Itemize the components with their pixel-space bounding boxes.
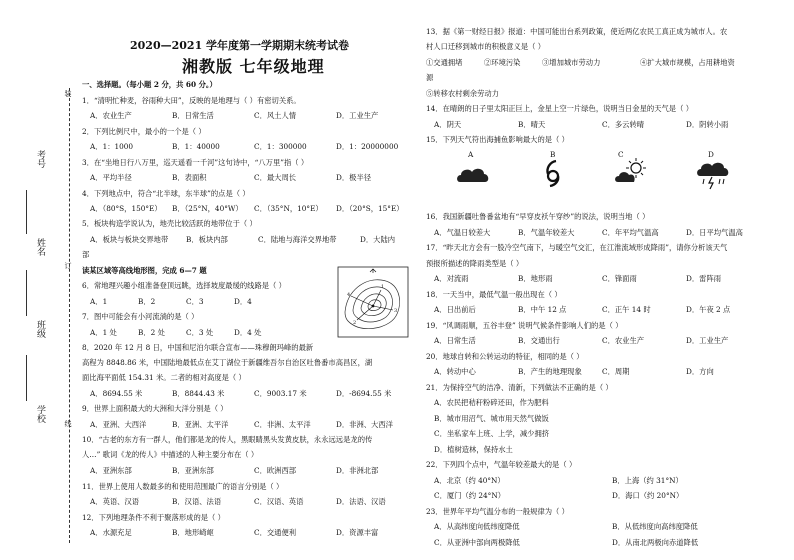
option: B．中午 12 点 xyxy=(518,305,567,314)
question-16: 16．我国新疆吐鲁番盆地有“早穿皮袄午穿纱”的说法，说明当地（ ） xyxy=(426,212,650,221)
option: B．板块内部 xyxy=(186,235,228,244)
option: D．1：20000000 xyxy=(336,142,399,151)
question-7-options xyxy=(90,328,261,337)
question-4-options xyxy=(90,204,404,213)
option: A．亚洲东部 xyxy=(90,466,132,475)
option: D．-8694.55 米 xyxy=(336,389,392,398)
option: A．亚洲、大西洋 xyxy=(90,420,147,429)
question-6: 6．常地理兴趣小组准备登顶远眺，选择坡度最缓的线路是（ ） xyxy=(82,281,286,290)
question-9: 9．世界上面积最大的大洲和大洋分别是（ ） xyxy=(82,404,228,413)
map-intro: 读某区域等高线地形图，完成 6—7 题 xyxy=(82,266,207,275)
option: B．日常生活 xyxy=(172,111,214,120)
option: D．资源丰富 xyxy=(336,528,379,537)
question-1-options xyxy=(90,111,378,120)
question-3: 3．在“坐地日行八万里，巡天遥看一千河”这句诗中，“八万里”指（ ） xyxy=(82,158,309,167)
mark-bind: 装 xyxy=(64,90,72,97)
question-18: 18．一天当中，最低气温一般出现在（ ） xyxy=(426,290,562,299)
option: B．地形崎岖 xyxy=(172,528,214,537)
question-5: 5．板块构造学说认为，地壳比较活跃的地带位于（ ） xyxy=(82,219,257,228)
option: C．非洲、太平洋 xyxy=(254,420,311,429)
question-17-line-1: 17．“昨天北方会有一股冷空气南下，与暖空气交汇，在江淮流域形成降雨”，请你分析该天气 xyxy=(426,243,728,252)
question-22-options-row-1 xyxy=(434,476,683,485)
question-13-tail-1: 源 xyxy=(426,73,434,82)
option: B．1：40000 xyxy=(172,142,220,151)
question-22: 22．下列四个点中，气温年较差最大的是（ ） xyxy=(426,460,577,469)
option: A．农民把秸秆粉碎还田，作为肥料 xyxy=(434,398,549,407)
mark-line: 线 xyxy=(64,420,72,427)
question-6-options xyxy=(90,297,252,306)
question-3-options xyxy=(90,173,371,182)
question-4: 4．下列地点中，符合“北半球，东半球”的点是（ ） xyxy=(82,189,250,198)
option: A．水源充足 xyxy=(90,528,132,537)
question-2: 2．下列比例尺中，最小的一个是（ ） xyxy=(82,127,206,136)
question-14-options xyxy=(434,120,728,129)
question-19-options xyxy=(434,336,728,345)
question-5-options xyxy=(90,235,395,244)
option: C．正午 14 时 xyxy=(602,305,651,314)
option: D．海口（约 20°N） xyxy=(612,491,684,500)
question-2-options xyxy=(90,142,398,151)
option: B．交通出行 xyxy=(518,336,560,345)
option: ②环境污染 xyxy=(484,58,521,67)
icon-letter: B xyxy=(550,150,556,159)
option: A．日出前后 xyxy=(434,305,476,314)
svg-text:2: 2 xyxy=(353,320,357,326)
question-21: 21．为保持空气的洁净、清新，下列做法不正确的是（ ） xyxy=(426,383,613,392)
label-exam-number: 考号 xyxy=(35,150,45,168)
name-blank-line xyxy=(26,190,27,234)
label-class: 班级 xyxy=(35,320,45,338)
question-13-line-1: 13．据《第一财经日报》报道：中国可能出台系列政策，使近两亿农民工真正成为城市人。农 xyxy=(426,27,728,36)
option: A．转动中心 xyxy=(434,367,476,376)
question-10-line-2: 人…” 歌词《龙的传人》中描述的人种主要分布在（ ） xyxy=(82,450,259,459)
question-10-line-1: 10．“古老的东方有一群人，他们都是龙的传人，黑眼睛黑头发黄皮肤，永永远远是龙的传 xyxy=(82,435,373,444)
option: D．非洲、大西洋 xyxy=(336,420,393,429)
option: B．表面积 xyxy=(172,173,207,182)
question-8-options xyxy=(90,389,391,398)
option: B．（25°N，40°W） xyxy=(172,204,243,213)
option: ③增加城市劳动力 xyxy=(542,58,601,67)
option: C．坐私家车上班、上学，减少拥挤 xyxy=(434,429,550,438)
option: C．锋面雨 xyxy=(602,274,637,283)
option: B．上海（约 31°N） xyxy=(612,476,683,485)
question-1: 1．“清明忙种麦，谷雨种大田”，反映的是地理与（ ）有密切关系。 xyxy=(82,96,301,105)
option: C．风土人情 xyxy=(254,111,297,120)
option: A．英语、汉语 xyxy=(90,497,140,506)
question-9-options xyxy=(90,420,393,429)
option: C．交通便利 xyxy=(254,528,297,537)
svg-text:1: 1 xyxy=(381,284,385,290)
option: B．2 xyxy=(138,297,156,306)
school-blank-line xyxy=(26,355,27,401)
option: C．3 处 xyxy=(186,328,214,337)
option: A．从高纬度向低纬度降低 xyxy=(434,522,520,531)
question-17-options xyxy=(434,274,721,283)
option: D．非洲北部 xyxy=(336,466,379,475)
option: C．3 xyxy=(186,297,204,306)
option: A．板块与板块交界地带 xyxy=(90,235,169,244)
option: C．最大周长 xyxy=(254,173,297,182)
option: B．8844.43 米 xyxy=(172,389,225,398)
option: D．4 xyxy=(234,297,252,306)
option: D．植树造林，保持水土 xyxy=(434,445,513,454)
svg-text:3: 3 xyxy=(394,308,398,314)
option: A．（80°S，150°E） xyxy=(90,204,162,213)
question-10-options xyxy=(90,466,378,475)
question-13-options xyxy=(426,58,735,67)
option: C．（35°N，10°E） xyxy=(254,204,323,213)
option: D．日平均气温高 xyxy=(686,228,743,237)
question-8-line-1: 8．2020 年 12 月 8 日，中国和尼泊尔联合宣布——珠穆朗玛峰的最新 xyxy=(82,343,314,352)
option: C．厦门（约 24°N） xyxy=(434,491,506,500)
svg-text:4: 4 xyxy=(347,292,351,298)
option: C．9003.17 米 xyxy=(254,389,307,398)
option: B．地形雨 xyxy=(518,274,553,283)
question-16-options xyxy=(434,228,743,237)
option: B．产生的地理现象 xyxy=(518,367,582,376)
question-8-line-3: 面比海平面低 154.31 米。二者的相对高度是（ ） xyxy=(82,373,246,382)
question-23: 23．世界年平均气温分布的一般规律为（ ） xyxy=(426,507,569,516)
option: A．1 xyxy=(90,297,108,306)
option: D．极半径 xyxy=(336,173,372,182)
question-15: 15．下列天气符出海捕鱼影响最大的是（ ） xyxy=(426,135,569,144)
option: D．（20°S，15°E） xyxy=(336,204,404,213)
question-20: 20．地球自转和公转运动的特征，相同的是（ ） xyxy=(426,352,584,361)
option: D．方向 xyxy=(686,367,714,376)
partly-cloudy-icon xyxy=(614,156,650,186)
icon-letter: D xyxy=(708,150,714,159)
question-7: 7．图中可能会有小河流淌的是（ ） xyxy=(82,312,199,321)
option: D．4 处 xyxy=(234,328,262,337)
question-11-options xyxy=(90,497,386,506)
question-5-tail: 部 xyxy=(82,250,90,259)
option: B．晴天 xyxy=(518,120,546,129)
option: A．8694.55 米 xyxy=(90,389,143,398)
question-22-options-row-2 xyxy=(434,491,683,500)
option: ④扩大城市规模，占用耕地资 xyxy=(640,58,735,67)
question-18-options xyxy=(434,305,730,314)
option: A．农业生产 xyxy=(90,111,132,120)
option: D．工业生产 xyxy=(686,336,729,345)
overcast-cloud-icon xyxy=(456,166,490,184)
exam-subtitle: 湘教版 七年级地理 xyxy=(182,57,325,76)
option: C．农业生产 xyxy=(602,336,645,345)
contour-map-figure xyxy=(337,266,409,338)
question-13-tail-2: ⑤转移农村剩余劳动力 xyxy=(426,89,499,98)
question-11: 11．世界上使用人数最多的和使用范围最广的语言分别是（ ） xyxy=(82,482,284,491)
option: A．北京（约 40°N） xyxy=(434,476,505,485)
mark-staple: 订 xyxy=(64,262,72,269)
question-23-options-row-2 xyxy=(434,538,698,547)
option: C．年平均气温高 xyxy=(602,228,659,237)
option: A．平均半径 xyxy=(90,173,132,182)
option: B．气温年较差大 xyxy=(518,228,575,237)
icon-letter: A xyxy=(468,150,474,159)
question-17-line-2: 预报所描述的降雨类型是（ ） xyxy=(426,259,524,268)
option: A．日常生活 xyxy=(434,336,476,345)
option: C．从亚洲中部向两极降低 xyxy=(434,538,520,547)
question-12-options xyxy=(90,528,378,537)
question-23-options-row-1 xyxy=(434,522,698,531)
typhoon-icon xyxy=(542,158,564,190)
option: ①交通拥堵 xyxy=(426,58,463,67)
question-19: 19．“风调雨顺，五谷丰登” 说明气候条件影响人们的是（ ） xyxy=(426,321,623,330)
question-8-line-2: 高程为 8848.86 米，中国陆地最低点在艾丁湖位于新疆维吾尔自治区吐鲁番市高昌区，湖 xyxy=(82,358,373,367)
section-heading: 一、选择题。（每小题 2 分，共 60 分。） xyxy=(82,80,217,89)
question-20-options xyxy=(434,367,714,376)
question-14: 14．在晴朗的日子里太阳正巨上，金星上空一片绿色，说明当日金星的天气是（ ） xyxy=(426,104,693,113)
question-13-line-2: 村人口迁移到城市的积极意义是（ ） xyxy=(426,42,546,51)
option: A．气温日较差大 xyxy=(434,228,491,237)
question-12: 12．下列地理条件不利于聚落形成的是（ ） xyxy=(82,513,225,522)
option: B．从低纬度向高纬度降低 xyxy=(612,522,698,531)
weather-icons-row xyxy=(456,150,776,202)
option: D．午夜 2 点 xyxy=(686,305,731,314)
exam-title: 2020—2021 学年度第一学期期末统考试卷 xyxy=(130,39,350,52)
label-school: 学校 xyxy=(35,405,45,423)
icon-letter: C xyxy=(618,150,624,159)
option: D．法语、汉语 xyxy=(336,497,386,506)
binding-dashed-line xyxy=(69,88,70,543)
class-blank-line xyxy=(26,270,27,316)
option: D．大陆内 xyxy=(360,235,396,244)
option: D．工业生产 xyxy=(336,111,379,120)
option: B．汉语、法语 xyxy=(172,497,222,506)
option: C．汉语、英语 xyxy=(254,497,304,506)
option: D．从南北两极向赤道降低 xyxy=(612,538,699,547)
option: A．1 处 xyxy=(90,328,117,337)
option: D．阴转小雨 xyxy=(686,120,729,129)
option: C．多云转晴 xyxy=(602,120,645,129)
option: C．周期 xyxy=(602,367,630,376)
label-name: 姓名 xyxy=(35,238,45,256)
option: A．阴天 xyxy=(434,120,462,129)
thunderstorm-icon xyxy=(696,162,730,190)
option: B．2 处 xyxy=(138,328,165,337)
option: C．1：300000 xyxy=(254,142,307,151)
option: C．陆地与海洋交界地带 xyxy=(258,235,337,244)
binding-margin xyxy=(0,0,72,560)
option: A．对流雨 xyxy=(434,274,469,283)
option: D．雷阵雨 xyxy=(686,274,722,283)
option: A．1：1000 xyxy=(90,142,134,151)
option: B．亚洲、太平洋 xyxy=(172,420,229,429)
option: C．欧洲西部 xyxy=(254,466,297,475)
option: B．城市用沼气、城市用天然气做饭 xyxy=(434,414,549,423)
option: B．亚洲东部 xyxy=(172,466,214,475)
